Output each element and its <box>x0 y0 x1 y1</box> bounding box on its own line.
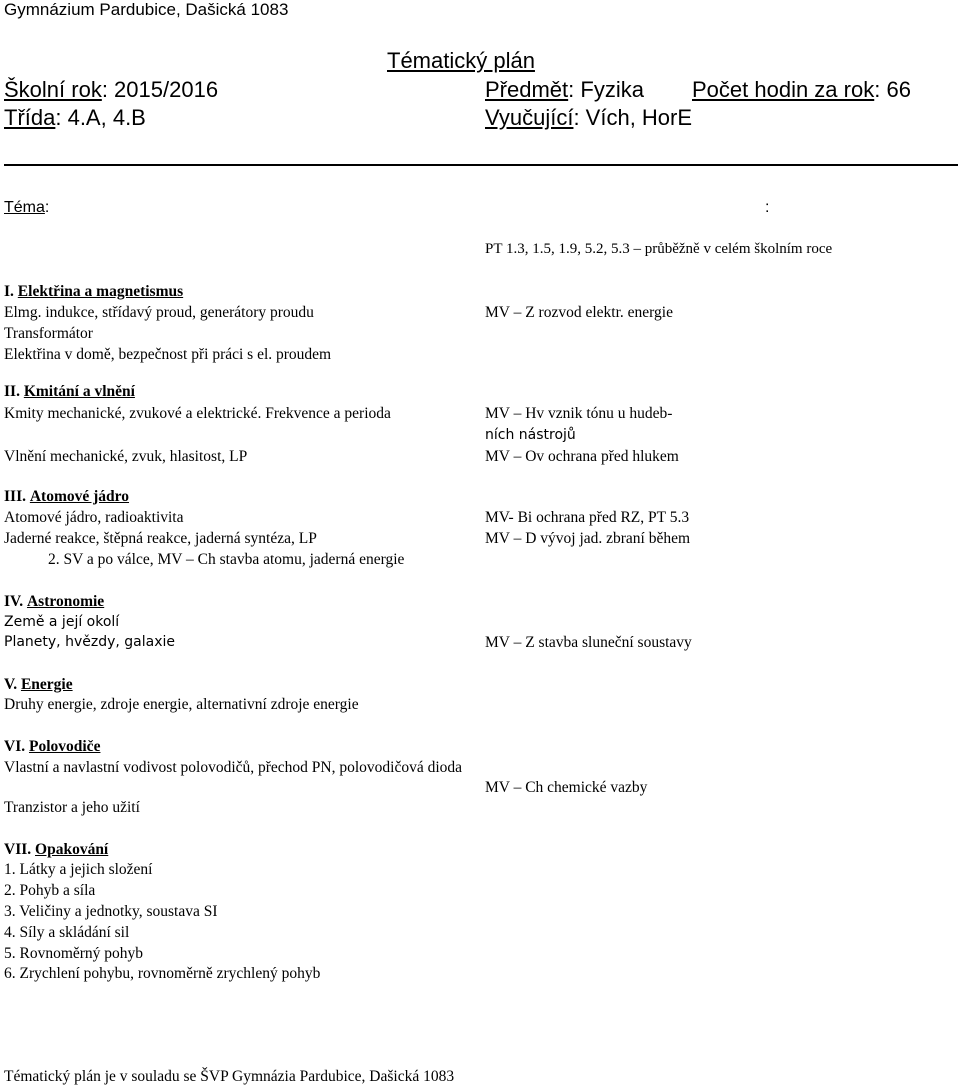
section-6-line: Vlastní a navlastní vodivost polovodičů, přechod PN, polovodičová dioda <box>4 759 463 776</box>
section-3-line: Jaderné reakce, štěpná reakce, jaderná syntéza, LP <box>4 530 317 547</box>
school-year-value: : 2015/2016 <box>101 77 219 102</box>
class-label: Třída <box>4 105 56 130</box>
section-2-heading <box>4 384 135 400</box>
hours-label: Počet hodin za rok <box>692 77 875 102</box>
section-1-line: Elmg. indukce, střídavý proud, generátory proudu <box>4 304 314 321</box>
section-2-note: ních nástrojů <box>485 427 576 443</box>
section-4-line: Planety, hvězdy, galaxie <box>4 634 175 650</box>
footer-note: Tématický plán je v souladu se ŠVP Gymnázia Pardubice, Dašická 1083 <box>4 1068 455 1085</box>
section-7-item: 3. Veličiny a jednotky, soustava SI <box>4 903 218 920</box>
teacher-label: Vyučující <box>485 105 574 130</box>
section-6-title: Polovodiče <box>28 738 101 755</box>
section-4-line: Země a její okolí <box>4 614 120 630</box>
hours-value: : 66 <box>874 77 911 102</box>
section-2-title: Kmitání a vlnění <box>23 383 135 400</box>
section-7-item: 6. Zrychlení pohybu, rovnoměrně zrychlený pohyb <box>4 965 321 982</box>
section-5-num: V. <box>4 676 18 693</box>
section-4-note: MV – Z stavba sluneční soustavy <box>485 634 692 651</box>
section-7-num: VII. <box>4 841 32 858</box>
section-3-line: Atomové jádro, radioaktivita <box>4 509 184 526</box>
section-4-heading <box>4 594 104 610</box>
school-year <box>4 79 218 101</box>
section-2-note: MV – Hv vznik tónu u hudeb- <box>485 405 673 422</box>
teacher <box>485 107 692 129</box>
header-divider <box>4 164 958 166</box>
section-1-heading <box>4 284 183 300</box>
class-value: : 4.A, 4.B <box>55 105 146 130</box>
pt-note: PT 1.3, 1.5, 1.9, 5.2, 5.3 – průběžně v celém školním roce <box>485 241 833 257</box>
section-3-num: III. <box>4 488 26 505</box>
topic-label-colon: : <box>44 199 50 216</box>
teacher-value: : Vích, HorE <box>573 105 693 130</box>
section-2-note: MV – Ov ochrana před hlukem <box>485 448 679 465</box>
section-4-num: IV. <box>4 593 24 610</box>
section-5-heading <box>4 677 73 693</box>
section-6-line: Tranzistor a jeho užití <box>4 799 140 816</box>
section-7-title: Opakování <box>35 841 109 858</box>
subject-value: : Fyzika <box>568 77 644 102</box>
section-3-note: MV – D vývoj jad. zbraní během <box>485 530 691 547</box>
section-1-line: Elektřina v domě, bezpečnost při práci s el. proudem <box>4 346 332 363</box>
section-2-line: Vlnění mechanické, zvuk, hlasitost, LP <box>4 448 248 465</box>
section-7-heading <box>4 842 108 858</box>
section-3-heading <box>4 489 129 505</box>
section-6-num: VI. <box>4 738 26 755</box>
section-3-line: 2. SV a po válce, MV – Ch stavba atomu, jaderná energie <box>48 551 405 568</box>
section-2-line: Kmity mechanické, zvukové a elektrické. Frekvence a perioda <box>4 405 391 422</box>
class <box>4 107 146 129</box>
section-1-num: I. <box>4 283 14 300</box>
section-7-item: 5. Rovnoměrný pohyb <box>4 945 144 962</box>
section-6-note: MV – Ch chemické vazby <box>485 779 648 796</box>
subject-label: Předmět <box>485 77 569 102</box>
topic-label-text: Téma <box>4 199 45 216</box>
school-year-label: Školní rok <box>4 77 102 102</box>
page-title: Tématický plán <box>387 48 535 73</box>
section-5-line: Druhy energie, zdroje energie, alternativní zdroje energie <box>4 696 359 713</box>
section-3-note: MV- Bi ochrana před RZ, PT 5.3 <box>485 509 690 526</box>
section-4-title: Astronomie <box>26 593 105 610</box>
section-1-line: Transformátor <box>4 325 93 342</box>
subject <box>485 79 644 101</box>
section-6-heading <box>4 739 100 755</box>
topic-label <box>4 200 49 216</box>
school-name: Gymnázium Pardubice, Dašická 1083 <box>4 0 289 19</box>
section-2-num: II. <box>4 383 20 400</box>
topic-right-colon: : <box>765 199 770 216</box>
section-3-title: Atomové jádro <box>29 488 130 505</box>
section-7-item: 2. Pohyb a síla <box>4 882 96 899</box>
section-1-title: Elektřina a magnetismus <box>17 283 184 300</box>
section-1-note: MV – Z rozvod elektr. energie <box>485 304 673 321</box>
section-7-item: 4. Síly a skládání sil <box>4 924 130 941</box>
hours-per-year <box>692 79 911 101</box>
section-5-title: Energie <box>20 676 73 693</box>
section-7-item: 1. Látky a jejich složení <box>4 861 153 878</box>
